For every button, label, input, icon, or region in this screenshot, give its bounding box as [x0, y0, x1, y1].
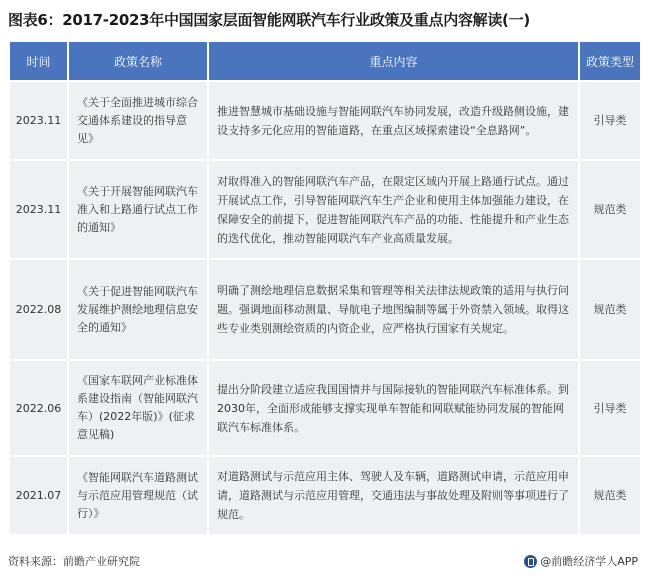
- page-title: 图表6：2017-2023年中国国家层面智能网联汽车行业政策及重点内容解读(一): [8, 11, 530, 29]
- header-policy-name: 政策名称: [69, 42, 207, 80]
- cell-time: 2021.07: [10, 457, 67, 534]
- cell-policy-name: 《国家车联网产业标准体系建设指南（智能网联汽车）(2022年版)》(征求意见稿): [69, 361, 207, 455]
- cell-policy-type: 引导类: [580, 361, 640, 455]
- header-policy-type: 政策类型: [580, 42, 640, 80]
- cell-policy-type: 引导类: [580, 82, 640, 159]
- cell-time: 2023.11: [10, 82, 67, 159]
- cell-policy-name: 《智能网联汽车道路测试与示范应用管理规范（试行）》: [69, 457, 207, 534]
- cell-time: 2023.11: [10, 161, 67, 258]
- cell-policy-name: 《关于促进智能网联汽车发展维护测绘地理信息安全的通知》: [69, 260, 207, 359]
- table-row: [10, 161, 640, 258]
- source-note: 资料来源：前瞻产业研究院: [8, 555, 140, 568]
- cell-time: 2022.08: [10, 260, 67, 359]
- cell-policy-type: 规范类: [580, 161, 640, 258]
- brand-credit: [524, 553, 638, 569]
- table-row: [10, 457, 640, 534]
- table-row: [10, 260, 640, 359]
- brand-label: @前瞻经济学人APP: [540, 555, 638, 568]
- footer: [8, 553, 640, 571]
- table-header-row: [10, 42, 640, 80]
- table-row: [10, 361, 640, 455]
- qianzhan-logo-icon: [524, 555, 537, 568]
- cell-key-content: 提出分阶段建立适应我国国情并与国际接轨的智能网联汽车标准体系。到2030年，全面形成能够支撑实现单车智能和网联赋能协同发展的智能网联汽车标准体系。: [209, 361, 578, 455]
- cell-policy-type: 规范类: [580, 260, 640, 359]
- header-time: 时间: [10, 42, 67, 80]
- policy-table: [8, 40, 642, 536]
- cell-key-content: 对取得准入的智能网联汽车产品，在限定区域内开展上路通行试点。通过开展试点工作，引导智能网联汽车生产企业和使用主体加强能力建设，在保障安全的前提下，促进智能网联汽车产品的功能、性能提升和产业生态的迭代优化，推动智能网联汽车产业高质量发展。: [209, 161, 578, 258]
- cell-key-content: 推进智慧城市基础设施与智能网联汽车协同发展，改造升级路侧设施，建设支持多元化应用的智能道路，在重点区域探索建设“全息路网”。: [209, 82, 578, 159]
- cell-policy-type: 规范类: [580, 457, 640, 534]
- cell-key-content: 明确了测绘地理信息数据采集和管理等相关法律法规政策的适用与执行问题。强调地面移动测量、导航电子地图编制等属于外资禁入领域。取得这些专业类别测绘资质的内资企业，应严格执行国家有关规定。: [209, 260, 578, 359]
- cell-time: 2022.06: [10, 361, 67, 455]
- cell-policy-name: 《关于全面推进城市综合交通体系建设的指导意见》: [69, 82, 207, 159]
- header-key-content: 重点内容: [209, 42, 578, 80]
- cell-policy-name: 《关于开展智能网联汽车准入和上路通行试点工作的通知》: [69, 161, 207, 258]
- cell-key-content: 对道路测试与示范应用主体、驾驶人及车辆，道路测试申请，示范应用申请，道路测试与示范应用管理，交通违法与事故处理及附则等事项进行了规范。: [209, 457, 578, 534]
- table-row: [10, 82, 640, 159]
